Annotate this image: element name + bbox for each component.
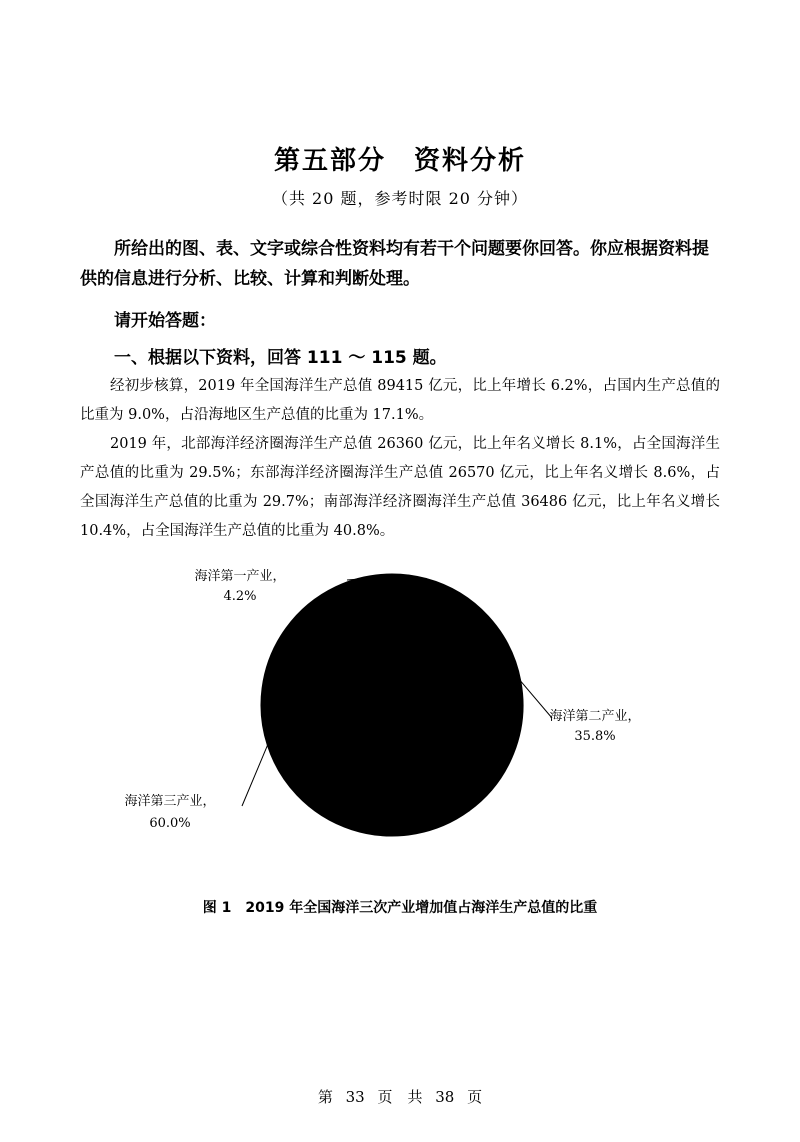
pie-slice-value-1: 4.2% (223, 589, 257, 604)
start-prompt: 请开始答题： (114, 311, 216, 331)
section-title: 一、根据以下资料，回答 111 ～ 115 题。 (114, 348, 447, 368)
pie-slice-label-2: 海洋第二产业， (549, 709, 641, 724)
page-title: 第五部分 资料分析 (273, 146, 526, 176)
instructions-text: 所给出的图、表、文字或综合性资料均有若干个问题要你回答。你应根据资料提供的信息进行分析、比较、计算和判断处理。 (80, 239, 709, 289)
pie-chart (100, 560, 700, 860)
page-footer: 第 33 页 共 38 页 (317, 1088, 483, 1106)
paragraph-2: 2019 年，北部海洋经济圈海洋生产总值 26360 亿元，比上年名义增长 8.1%，占全国海洋生产总值的比重为 29.5%；东部海洋经济圈海洋生产总值 26570 亿元，比上年名义增长 8.6%，占全国海洋生产总值的比重为 29.7%；南部海洋经济圈海洋生产总值 36486 亿元，比上年名义增长 10.4%，占全国海洋生产总值的比重为 40.8%。 (80, 436, 720, 539)
pie-leader-line-2 (521, 681, 552, 718)
pie-slice-label-1: 海洋第一产业， (194, 569, 286, 584)
paragraph-1: 经初步核算，2019 年全国海洋生产总值 89415 亿元，比上年增长 6.2%，占国内生产总值的比重为 9.0%，占沿海地区生产总值的比重为 17.1%。 (80, 378, 720, 423)
pie-slice-label-3: 海洋第三产业， (124, 794, 216, 809)
pie-leader-line-3 (242, 745, 267, 806)
chart-caption: 图 1 2019 年全国海洋三次产业增加值占海洋生产总值的比重 (202, 900, 598, 916)
pie-slice-value-2: 35.8% (574, 729, 616, 744)
page-subtitle: （共 20 题，参考时限 20 分钟） (271, 189, 529, 208)
pie-slice-value-3: 60.0% (149, 816, 191, 831)
